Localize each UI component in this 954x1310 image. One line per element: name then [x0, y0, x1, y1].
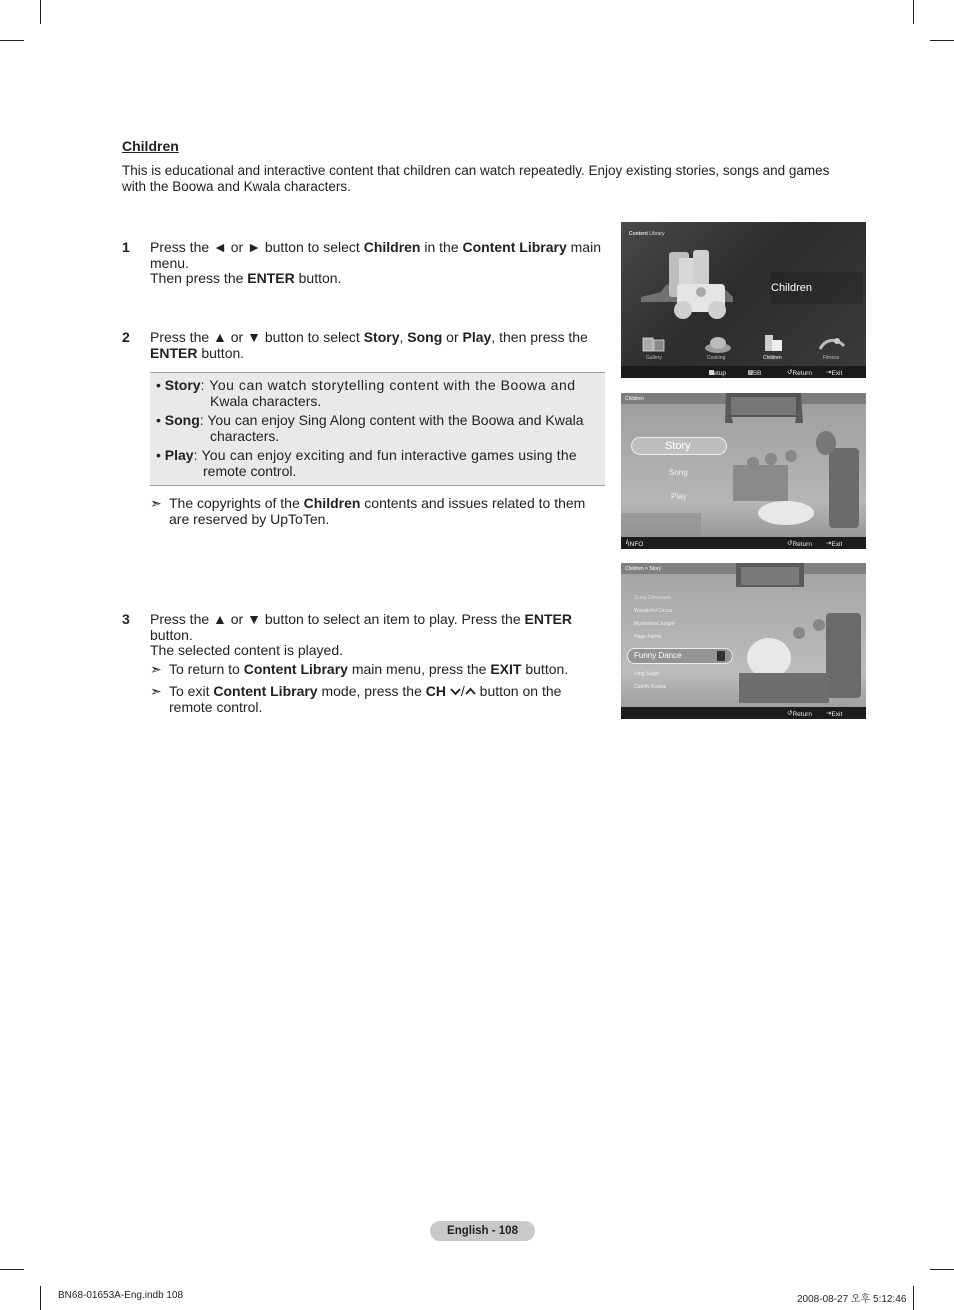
list-item[interactable]: Cuddly Koalas	[634, 684, 667, 690]
crop-mark	[930, 40, 954, 41]
step-body	[150, 612, 572, 659]
screen-header: Content Library	[629, 231, 665, 237]
screen-content-library	[621, 222, 866, 378]
screen-footer	[621, 537, 866, 549]
crop-mark	[930, 1269, 954, 1270]
channel-down-icon	[450, 683, 461, 699]
note-line: are reserved by UpToTen.	[169, 510, 330, 527]
list-item[interactable]: Huge Farms	[634, 634, 662, 640]
info-button[interactable]: i INFO	[626, 539, 644, 548]
option-song: • Song: You can enjoy Sing Along content with the Boowa and Kwala characters.	[156, 412, 584, 444]
icon-label-children: Children	[763, 355, 782, 361]
screen-children-menu	[621, 393, 866, 549]
crop-mark	[913, 1286, 914, 1310]
step-line: button.	[150, 626, 193, 643]
option-story: • Story: You can watch storytelling content with the Boowa and Kwala characters.	[156, 377, 576, 409]
note-line: The copyrights of the Children contents and issues related to them	[169, 495, 586, 511]
screen-footer	[621, 707, 866, 719]
step-line: Press the ▲ or ▼ button to select Story, Song or Play, then press the	[150, 329, 588, 345]
step-number: 2	[122, 329, 130, 345]
fitness-icon	[817, 334, 847, 354]
step-number: 3	[122, 611, 130, 627]
return-button[interactable]: ↺ Return	[787, 540, 812, 548]
return-button[interactable]: ↺ Return	[787, 710, 812, 718]
crop-mark	[40, 0, 41, 24]
selected-story-label[interactable]: Funny Dance	[634, 651, 682, 660]
story-list-illustration	[621, 563, 866, 719]
step-line: Press the ▲ or ▼ button to select an item to play. Press the ENTER	[150, 611, 572, 627]
channel-up-icon	[465, 683, 476, 699]
screen-story-list	[621, 563, 866, 719]
note-arrow-icon: ➣	[150, 683, 162, 699]
note-line: To return to Content Library main menu, press the EXIT button.	[169, 661, 569, 677]
crop-mark	[40, 1286, 41, 1310]
step-body	[150, 240, 601, 287]
list-item[interactable]: Wonderful Circus	[634, 608, 673, 614]
icon-label-cooking: Cooking	[707, 355, 726, 361]
step-line: ENTER button.	[150, 344, 245, 361]
menu-item-story[interactable]: Story	[665, 440, 691, 452]
list-item[interactable]: Mysterious Jungle	[634, 621, 675, 627]
option-play: • Play: You can enjoy exciting and fun interactive games using the remote control.	[156, 447, 577, 479]
screen-header: Children > Story	[625, 566, 661, 572]
section-intro: This is educational and interactive content that children can watch repeatedly. Enjoy existing stories, songs and games with the Boowa and Kwala characters.	[122, 163, 830, 194]
section-title: Children	[122, 138, 179, 154]
footer-file-info: BN68-01653A-Eng.indb 108	[58, 1290, 184, 1301]
note-line: remote control.	[169, 698, 263, 715]
crop-mark	[0, 40, 24, 41]
list-item[interactable]: Icing Sugar	[634, 671, 660, 677]
menu-item-song[interactable]: Song	[669, 468, 688, 477]
children-icon	[760, 332, 786, 354]
list-item[interactable]: Scary Dinosaurs	[634, 595, 671, 601]
crop-mark	[913, 0, 914, 24]
cooking-icon	[703, 334, 733, 354]
note-line: To exit Content Library mode, press the CH / button on the	[169, 683, 562, 699]
menu-item-play[interactable]: Play	[671, 492, 687, 501]
screen-footer: Setup USB ↺ Return ⇥ Exit	[621, 366, 866, 378]
options-infobox	[150, 372, 605, 486]
exit-button[interactable]: ⇥ Exit	[826, 369, 843, 377]
step-line: Press the ◄ or ► button to select Children in the Content Library main	[150, 239, 601, 255]
step-line: menu.	[150, 254, 189, 271]
selected-category-label: Children	[771, 282, 812, 294]
icon-label-gallery: Gallery	[646, 355, 662, 361]
step-number: 1	[122, 239, 130, 255]
screen-header: Children	[625, 396, 644, 402]
play-thumbnail-icon	[716, 650, 726, 662]
step-line: Then press the ENTER button.	[150, 270, 342, 286]
page-number-badge: English - 108	[430, 1221, 535, 1241]
crop-mark	[0, 1269, 24, 1270]
step-line: The selected content is played.	[150, 642, 344, 658]
note-arrow-icon: ➣	[150, 661, 162, 677]
note-arrow-icon: ➣	[150, 495, 162, 511]
icon-label-fitness: Fitness	[823, 355, 840, 361]
story-illustration	[621, 393, 866, 549]
footer-timestamp: 2008-08-27 오후 5:12:46	[797, 1294, 907, 1305]
step-body	[150, 330, 588, 361]
return-button[interactable]: ↺ Return	[787, 369, 812, 377]
exit-button[interactable]: ⇥ Exit	[826, 710, 843, 718]
exit-button[interactable]: ⇥ Exit	[826, 540, 843, 548]
gallery-icon	[641, 336, 667, 354]
